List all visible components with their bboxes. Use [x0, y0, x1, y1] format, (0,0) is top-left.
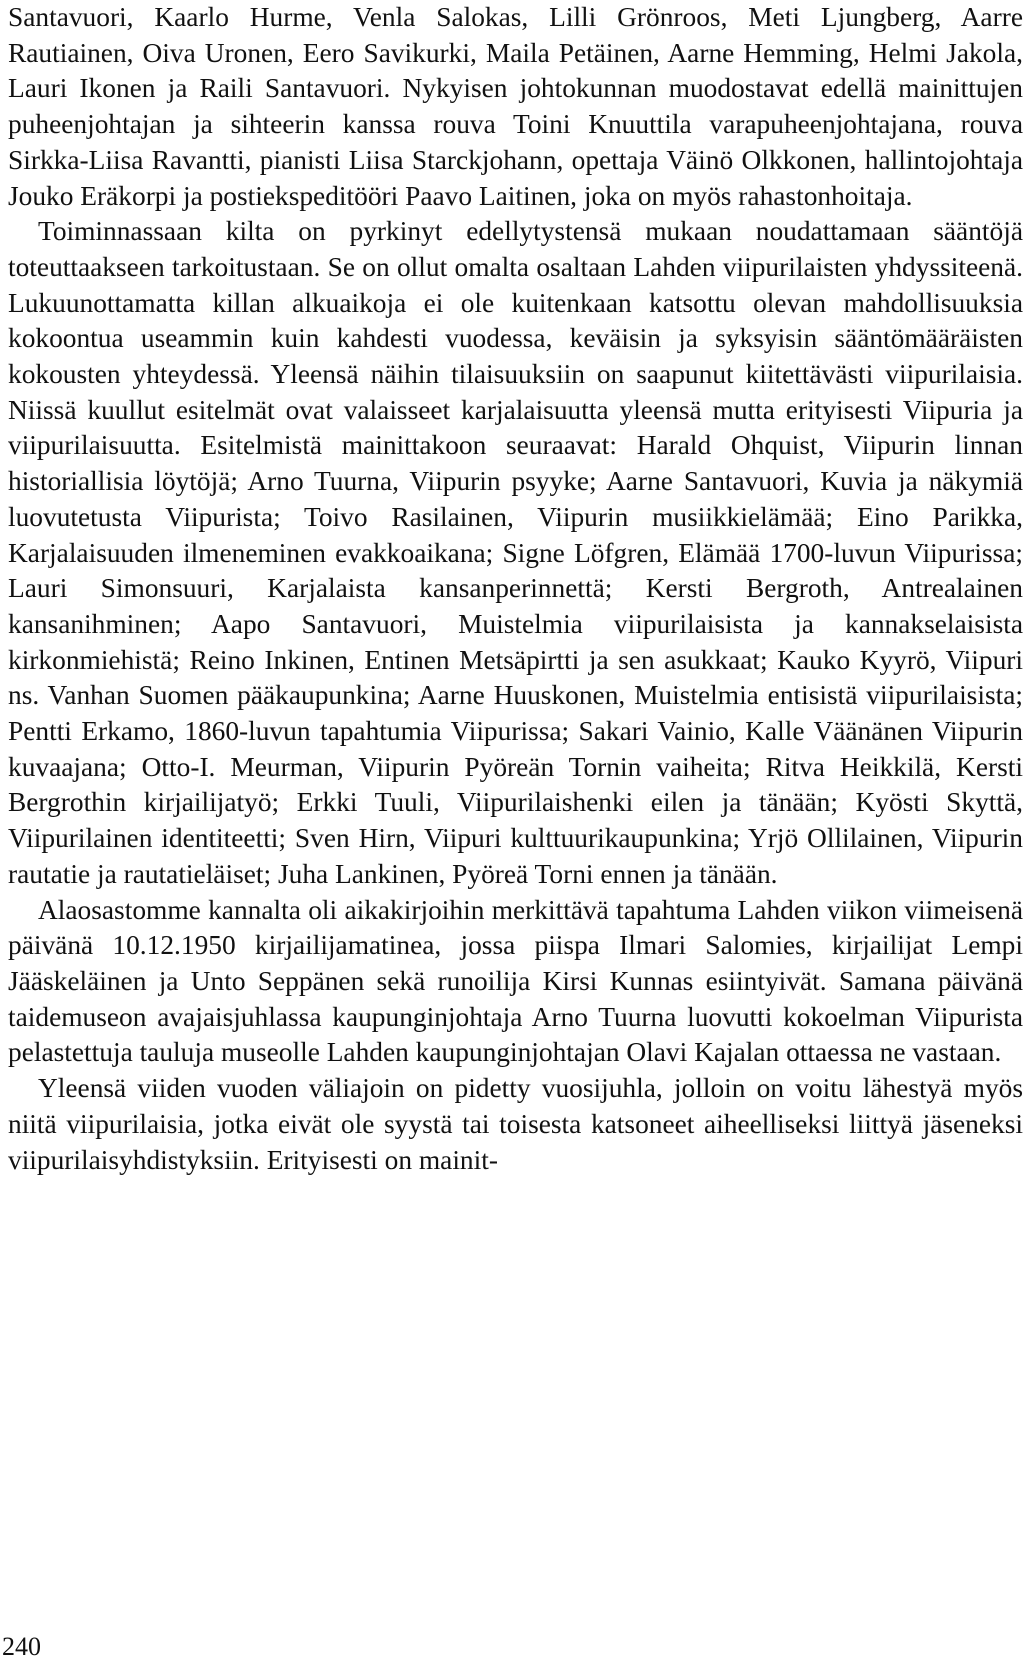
body-text [8, 0, 1023, 1178]
paragraph-3: Alaosastomme kannalta oli aikakirjoihin merkittävä tapahtuma Lahden viikon viimeisenä päivänä 10.12.1950 kirjailijamatinea, jossa piispa Ilmari Salomies, kirjailijat Lempi Jääskeläinen ja Unto Seppänen sekä runoilija Kirsi Kunnas esiintyivät. Samana päivänä taidemuseon avajaisjuhlassa kaupunginjohtaja Arno Tuurna luovutti kokoelman Viipurista pelastettuja tauluja museolle Lahden kaupunginjohtajan Olavi Kajalan ottaessa ne vastaan. [8, 894, 1023, 1068]
paragraph-1: Santavuori, Kaarlo Hurme, Venla Salokas, Lilli Grönroos, Meti Ljungberg, Aarre Rautiainen, Oiva Uronen, Eero Savikurki, Maila Petäinen, Aarne Hemming, Helmi Jakola, Lauri Ikonen ja Raili Santavuori. Nykyisen johtokunnan muodostavat edellä mainittujen puheenjohtajan ja sihteerin kanssa rouva Toini Knuuttila varapuheenjohtajana, rouva Sirkka-Liisa Ravantti, pianisti Liisa Starckjohann, opettaja Väinö Olkkonen, hallintojohtaja Jouko Eräkorpi ja postiekspeditööri Paavo Laitinen, joka on myös rahastonhoitaja. [8, 2, 1023, 211]
paragraph-4: Yleensä viiden vuoden väliajoin on pidetty vuosijuhla, jolloin on voitu lähestyä myös niitä viipurilaisia, jotka eivät ole syystä tai toisesta katsoneet aiheelliseksi liittyä jäseneksi viipurilaisyhdistyksiin. Erityisesti on mainit- [8, 1073, 1023, 1175]
paragraph-2: Toiminnassaan kilta on pyrkinyt edellytystensä mukaan noudattamaan sääntöjä toteuttaakseen tarkoitustaan. Se on ollut omalta osaltaan Lahden viipurilaisten yhdyssiteenä. Lukuunottamatta killan alkuaikoja ei ole kuitenkaan katsottu olevan mahdollisuuksia kokoontua useammin kuin kahdesti vuodessa, keväisin ja syksyisin sääntömääräisten kokousten yhteydessä. Yleensä näihin tilaisuuksiin on saapunut kiitettävästi viipurilaisia. Niissä kuullut esitelmät ovat valaisseet karjalaisuutta yleensä mutta erityisesti Viipuria ja viipurilaisuutta. Esitelmistä mainittakoon seuraavat: Harald Ohquist, Viipurin linnan historiallisia löytöjä; Arno Tuurna, Viipurin psyyke; Aarne Santavuori, Kuvia ja näkymiä luovutetusta Viipurista; Toivo Rasilainen, Viipurin musiikkielämää; Eino Parikka, Karjalaisuuden ilmeneminen evakkoaikana; Signe Löfgren, Elämää 1700-luvun Viipurissa; Lauri Simonsuuri, Karjalaista kansanperinnettä; Kersti Bergroth, Antrealainen kansanihminen; Aapo Santavuori, Muistelmia viipurilaisista ja kannakselaisista kirkonmiehistä; Reino Inkinen, Entinen Metsäpirtti ja sen asukkaat; Kauko Kyyrö, Viipuri ns. Vanhan Suomen pääkaupunkina; Aarne Huuskonen, Muistelmia entisistä viipurilaisista; Pentti Erkamo, 1860-luvun tapahtumia Viipurissa; Sakari Vainio, Kalle Väänänen Viipurin kuvaajana; Otto-I. Meurman, Viipurin Pyöreän Tornin vaiheita; Ritva Heikkilä, Kersti Bergrothin kirjailijatyö; Erkki Tuuli, Viipurilaishenki eilen ja tänään; Kyösti Skyttä, Viipurilainen identiteetti; Sven Hirn, Viipuri kulttuurikaupunkina; Yrjö Ollilainen, Viipurin rautatie ja rautatieläiset; Juha Lankinen, Pyöreä Torni ennen ja tänään. [8, 216, 1023, 889]
page-number: 240 [2, 1632, 41, 1661]
